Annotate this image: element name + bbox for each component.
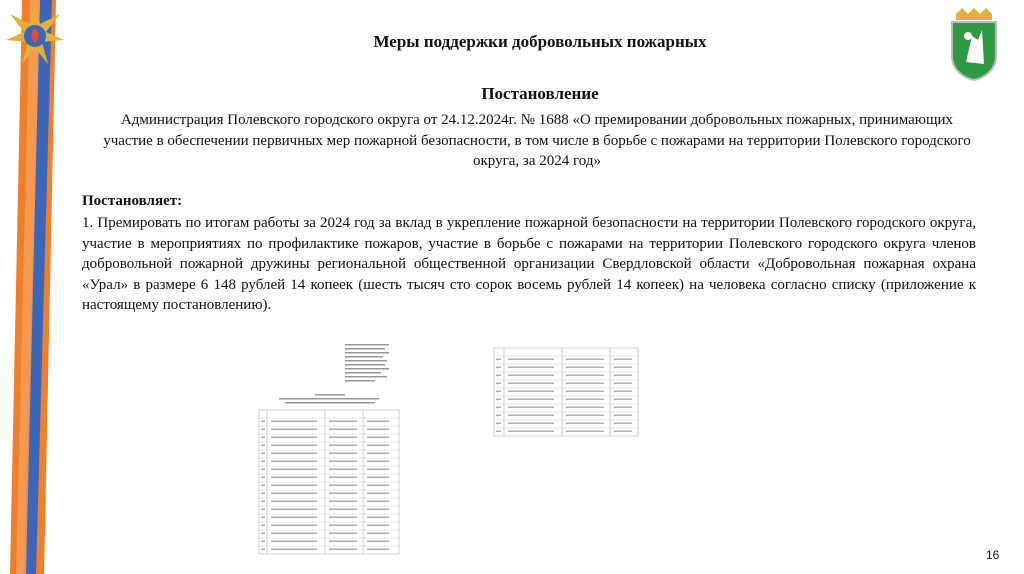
decree-label: Постановляет: xyxy=(82,193,183,209)
appendix-document-thumbnail-2 xyxy=(490,344,642,440)
slide-title: Меры поддержки добровольных пожарных xyxy=(373,32,707,51)
page-number: 16 xyxy=(986,548,1000,562)
decree-paragraph: 1. Премировать по итогам работы за 2024 год за вклад в укрепление пожарной безопасности на территории Полевского городского округа, участие в мероприятиях по профилактике пожаров, участие в борьбе с пожарами на территории Полевского городского округа членов добровольной пожарной дружины региональной общественной организации Свердловской области «Добровольная пожарная охрана «Урал» в размере 6 148 рублей 14 копеек (шесть тысяч сто сорок восемь рублей 14 копеек) на человека согласно списку (приложение к настоящему постановлению). xyxy=(82,215,976,313)
emercom-emblem-icon xyxy=(4,2,66,72)
intro-paragraph: Администрация Полевского городского округа от 24.12.2024г. № 1688 «О премировании добровольных пожарных, принимающих участие в обеспечении первичных мер пожарной безопасности, в том числе в борьбе с пожарами на территории Полевского городского округа, за 2024 год» xyxy=(103,112,971,169)
decorative-stripes xyxy=(0,0,80,574)
city-coat-of-arms-icon xyxy=(946,6,1002,82)
appendix-document-thumbnail xyxy=(255,338,405,556)
slide-subtitle: Постановление xyxy=(481,84,599,103)
